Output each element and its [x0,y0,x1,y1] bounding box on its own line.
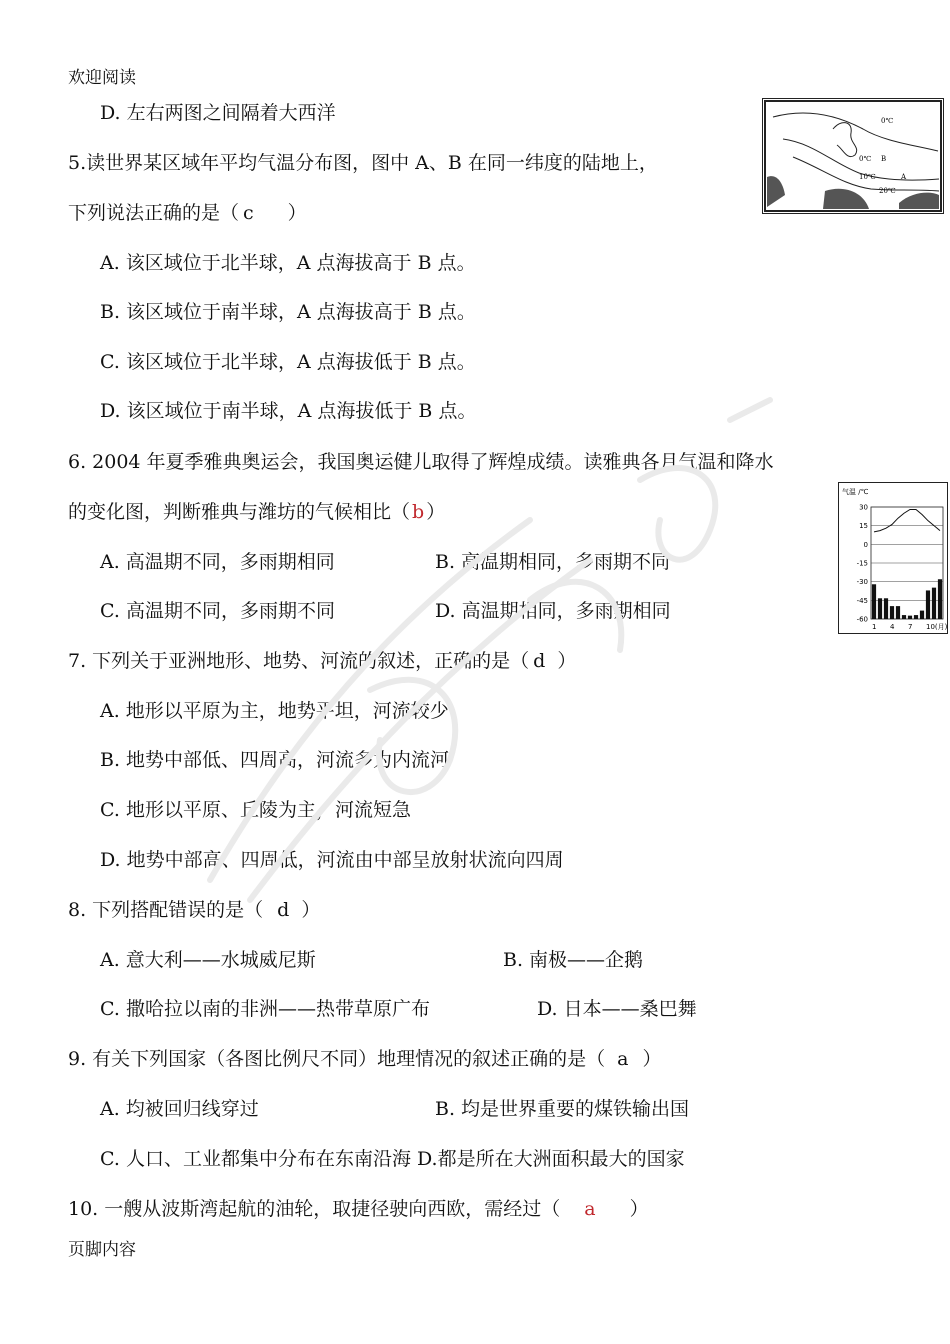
q6-stem: 6. 2004 年夏季雅典奥运会，我国奥运健儿取得了辉煌成绩。读雅典各月气温和降水 [68,451,774,473]
climate-chart [839,483,947,633]
q6-option-c: C. 高温期不同，多雨期不同 [100,600,335,622]
q7-answer: d [533,650,546,672]
q9-option-a: A. 均被回归线穿过 [100,1098,259,1120]
climate-ytick-label: 30 [859,503,868,512]
precipitation-bar [878,598,882,619]
q9-option-cd: C. 人口、工业都集中分布在东南沿海 D.都是所在大洲面积最大的国家 [100,1148,685,1170]
precipitation-bar [902,615,906,619]
precipitation-bar [896,606,900,619]
precipitation-bar [884,598,888,619]
q5-stem-cont [68,201,307,225]
q4-option-d: D. 左右两图之间隔着大西洋 [100,102,336,124]
q8-answer: d [277,899,290,921]
q8-close-paren: ） [301,899,321,921]
q10-answer: a [584,1198,596,1220]
q6-answer: b [412,501,425,523]
map-label-a: A [901,173,907,181]
climate-ytick-label: 0 [863,540,868,549]
q9-close-paren: ） [642,1048,662,1070]
watermark-decoration [170,360,810,920]
map-label-b: B [881,155,887,163]
q7-option-a: A. 地形以平原为主，地势平坦，河流较少 [100,700,449,722]
climate-xtick-label: 10(月) [926,623,947,631]
q7-option-b: B. 地势中部低、四周高，河流多为内流河 [100,749,450,771]
climate-ytick-label: -60 [856,615,868,624]
q6-close-paren: ） [426,501,446,523]
q5-stem-text: 下列说法正确的是（ [68,202,240,224]
q6-stem-text: 的变化图，判断雅典与潍坊的气候相比（ [68,501,411,523]
q5-option-c: C. 该区域位于北半球，A 点海拔低于 B 点。 [100,351,476,373]
q5-option-b: B. 该区域位于南半球，A 点海拔高于 B 点。 [100,301,476,323]
precipitation-bar [890,606,894,619]
q10-stem [68,1197,649,1221]
precipitation-bar [938,579,942,619]
q7-stem [68,649,576,673]
precipitation-bar [920,611,924,619]
climate-ytick-label: 15 [859,522,868,531]
climate-ytick-label: -45 [856,596,868,605]
precipitation-bar [908,616,912,619]
page-header: 欢迎阅读 [68,68,136,88]
climate-ytick-label: -30 [856,578,868,587]
precipitation-bar [932,588,936,619]
q5-option-a: A. 该区域位于北半球，A 点海拔高于 B 点。 [100,252,476,274]
q10-stem-text: 10. 一艘从波斯湾起航的油轮，取捷径驶向西欧，需经过（ [68,1198,561,1220]
q8-option-c: C. 撒哈拉以南的非洲——热带草原广布 [100,998,430,1020]
q6-option-a: A. 高温期不同，多雨期相同 [100,551,335,573]
map-label-0c-top: 0℃ [881,117,894,125]
page-footer: 页脚内容 [68,1240,136,1260]
climate-ylabel: 气温 /℃ [842,488,869,496]
q6-option-b: B. 高温期相同，多雨期不同 [435,551,671,573]
precipitation-bar [872,584,876,619]
map-label-10c: 10℃ [859,173,876,181]
precipitation-bar [914,615,918,619]
q8-option-a: A. 意大利——水城威尼斯 [100,949,316,971]
q5-close-paren: ） [287,202,307,224]
temperature-map [763,99,943,213]
q8-option-d: D. 日本——桑巴舞 [537,998,697,1020]
q9-stem-text: 9. 有关下列国家（各图比例尺不同）地理情况的叙述正确的是（ [68,1048,606,1070]
q10-close-paren: ） [629,1198,649,1220]
q7-close-paren: ） [557,650,577,672]
q7-option-c: C. 地形以平原、丘陵为主，河流短急 [100,799,411,821]
precipitation-bar [926,590,930,619]
q9-option-b: B. 均是世界重要的煤铁输出国 [435,1098,690,1120]
map-label-20c: 20℃ [879,187,896,195]
temperature-map-figure [762,98,944,214]
q6-stem-cont [68,500,445,524]
q5-option-d: D. 该区域位于南半球，A 点海拔低于 B 点。 [100,400,477,422]
q8-stem [68,898,320,922]
q7-option-d: D. 地势中部高、四周低，河流由中部呈放射状流向四周 [100,849,564,871]
q6-option-d: D. 高温期相同，多雨期相同 [435,600,671,622]
q5-answer: c [243,202,254,224]
q8-stem-text: 8. 下列搭配错误的是（ [68,899,264,921]
q9-stem [68,1047,662,1071]
climate-chart-figure [838,482,948,634]
climate-xtick-label: 1 [872,623,877,631]
q5-stem: 5.读世界某区域年平均气温分布图，图中 A、B 在同一纬度的陆地上， [68,152,658,174]
q8-option-b: B. 南极——企鹅 [503,949,644,971]
q9-answer: a [617,1048,629,1070]
climate-xtick-label: 4 [890,623,895,631]
temperature-line [874,509,940,531]
climate-ytick-label: -15 [856,559,868,568]
map-label-0c: 0℃ [859,155,872,163]
q7-stem-text: 7. 下列关于亚洲地形、地势、河流的叙述，正确的是（ [68,650,530,672]
climate-xtick-label: 7 [908,623,913,631]
